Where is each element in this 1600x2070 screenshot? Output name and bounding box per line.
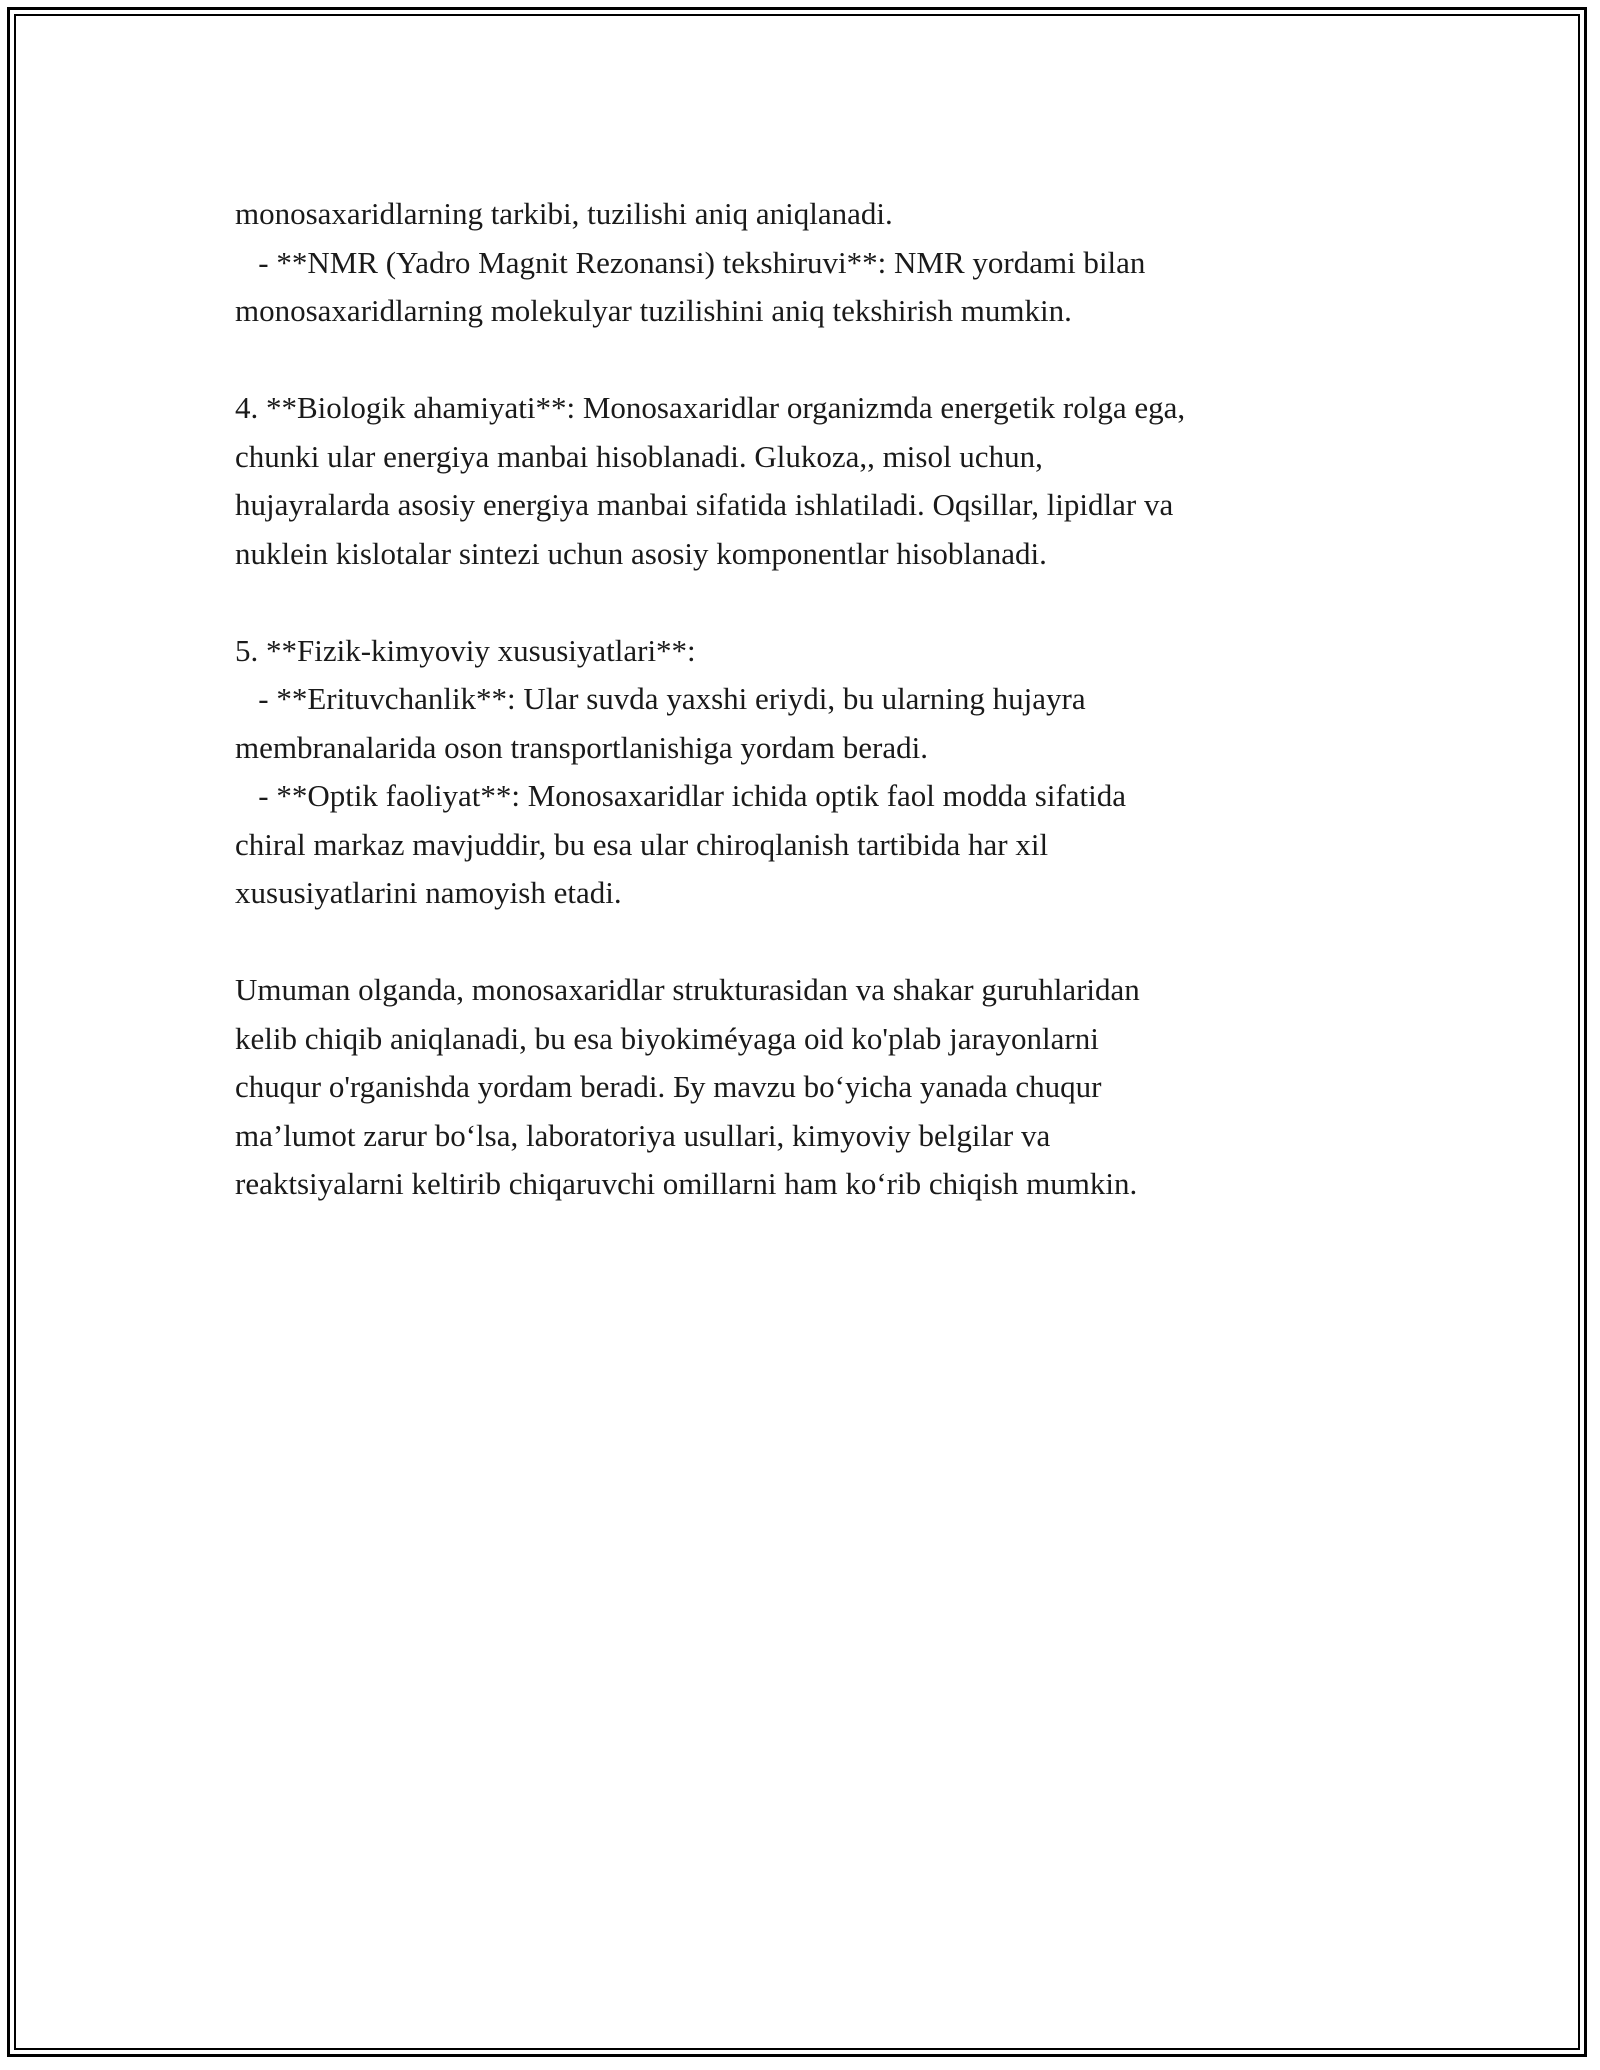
text-line: hujayralarda asosiy energiya manbai sifatida ishlatiladi. Oqsillar, lipidlar va xyxy=(235,487,1174,522)
text-line: - **NMR (Yadro Magnit Rezonansi) tekshiruvi**: NMR yordami bilan xyxy=(235,244,1146,280)
text-line: - **Erituvchanlik**: Ular suvda yaxshi eriydi, bu ularning hujayra xyxy=(235,681,1086,716)
paragraph-gap xyxy=(235,336,1385,385)
text-line: chunki ular energiya manbai hisoblanadi. Glukoza,, misol uchun, xyxy=(235,438,1043,474)
text-line: chuqur o'rganishda yordam beradi. Бу mavzu bo‘yicha yanada chuqur xyxy=(235,1069,1102,1104)
paragraph-gap xyxy=(235,918,1385,967)
text-line: kelib chiqib aniqlanadi, bu esa biyokiméyaga oid ko'plab jarayonlarni xyxy=(235,1020,1099,1056)
text-line: chiral markaz mavjuddir, bu esa ular chiroqlanish tartibida har xil xyxy=(235,826,1049,862)
text-line: 4. **Biologik ahamiyati**: Monosaxaridlar organizmda energetik rolga ega, xyxy=(235,390,1186,425)
text-line: - **Optik faoliyat**: Monosaxaridlar ichida optik faol modda sifatida xyxy=(235,778,1127,813)
text-line: nuklein kislotalar sintezi uchun asosiy komponentlar hisoblanadi. xyxy=(235,535,1047,571)
text-line: ma’lumot zarur bo‘lsa, laboratoriya usullari, kimyoviy belgilar va xyxy=(235,1117,1051,1153)
text-line: monosaxaridlarning molekulyar tuzilishini aniq tekshirish mumkin. xyxy=(235,293,1072,328)
document-body xyxy=(235,190,1385,1209)
text-line: monosaxaridlarning tarkibi, tuzilishi aniq aniqlanadi. xyxy=(235,196,893,231)
text-line: Umuman olganda, monosaxaridlar strukturasidan va shakar guruhlaridan xyxy=(235,972,1140,1007)
text-line: reaktsiyalarni keltirib chiqaruvchi omillarni ham ko‘rib chiqish mumkin. xyxy=(235,1166,1138,1201)
text-line: 5. **Fizik-kimyoviy xususiyatlari**: xyxy=(235,632,696,668)
text-line: xususiyatlarini namoyish etadi. xyxy=(235,875,622,910)
text-line: membranalarida oson transportlanishiga yordam beradi. xyxy=(235,729,928,765)
paragraph-gap xyxy=(235,578,1385,627)
